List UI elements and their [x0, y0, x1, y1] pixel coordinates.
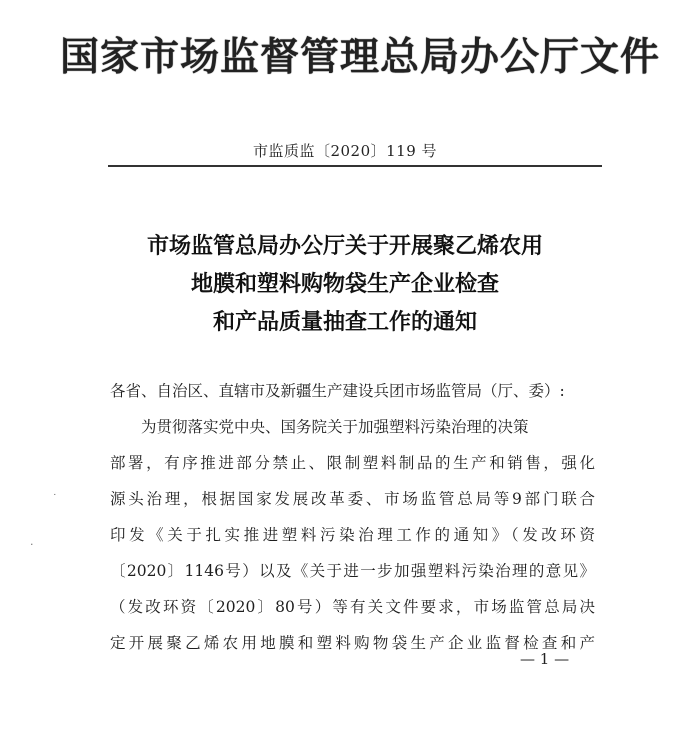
header-divider — [108, 165, 602, 167]
notice-title — [0, 228, 690, 342]
document-number: 市监质监〔2020〕119 号 — [252, 142, 438, 160]
notice-title-line: 市场监管总局办公厅关于开展聚乙烯农用 — [146, 234, 543, 259]
body-line: 为贯彻落实党中央、国务院关于加强塑料污染治理的决策 — [110, 418, 529, 436]
page-number: — 1 — — [520, 650, 570, 668]
scan-mark: ˙ — [52, 492, 58, 505]
scan-mark: · — [30, 538, 34, 551]
notice-title-line: 地膜和塑料购物袋生产企业检查 — [190, 272, 499, 297]
body-line: 〔2020〕1146号）以及《关于进一步加强塑料污染治理的意见》 — [110, 562, 595, 580]
body-line: 定开展聚乙烯农用地膜和塑料购物袋生产企业监督检查和产 — [110, 634, 595, 652]
body-line: （发改环资〔2020〕80号）等有关文件要求，市场监管总局决 — [110, 598, 595, 616]
notice-title-line: 和产品质量抽查工作的通知 — [212, 310, 477, 335]
salutation: 各省、自治区、直辖市及新疆生产建设兵团市场监管局（厅、委）: — [110, 382, 565, 400]
body-line: 部署，有序推进部分禁止、限制塑料制品的生产和销售，强化 — [110, 454, 595, 472]
body-line: 源头治理，根据国家发展改革委、市场监管总局等9部门联合 — [110, 490, 595, 508]
body-line: 印发《关于扎实推进塑料污染治理工作的通知》（发改环资 — [110, 526, 595, 544]
issuing-agency-header: 国家市场监督管理总局办公厅文件 — [60, 35, 661, 80]
notice-body — [110, 373, 595, 661]
